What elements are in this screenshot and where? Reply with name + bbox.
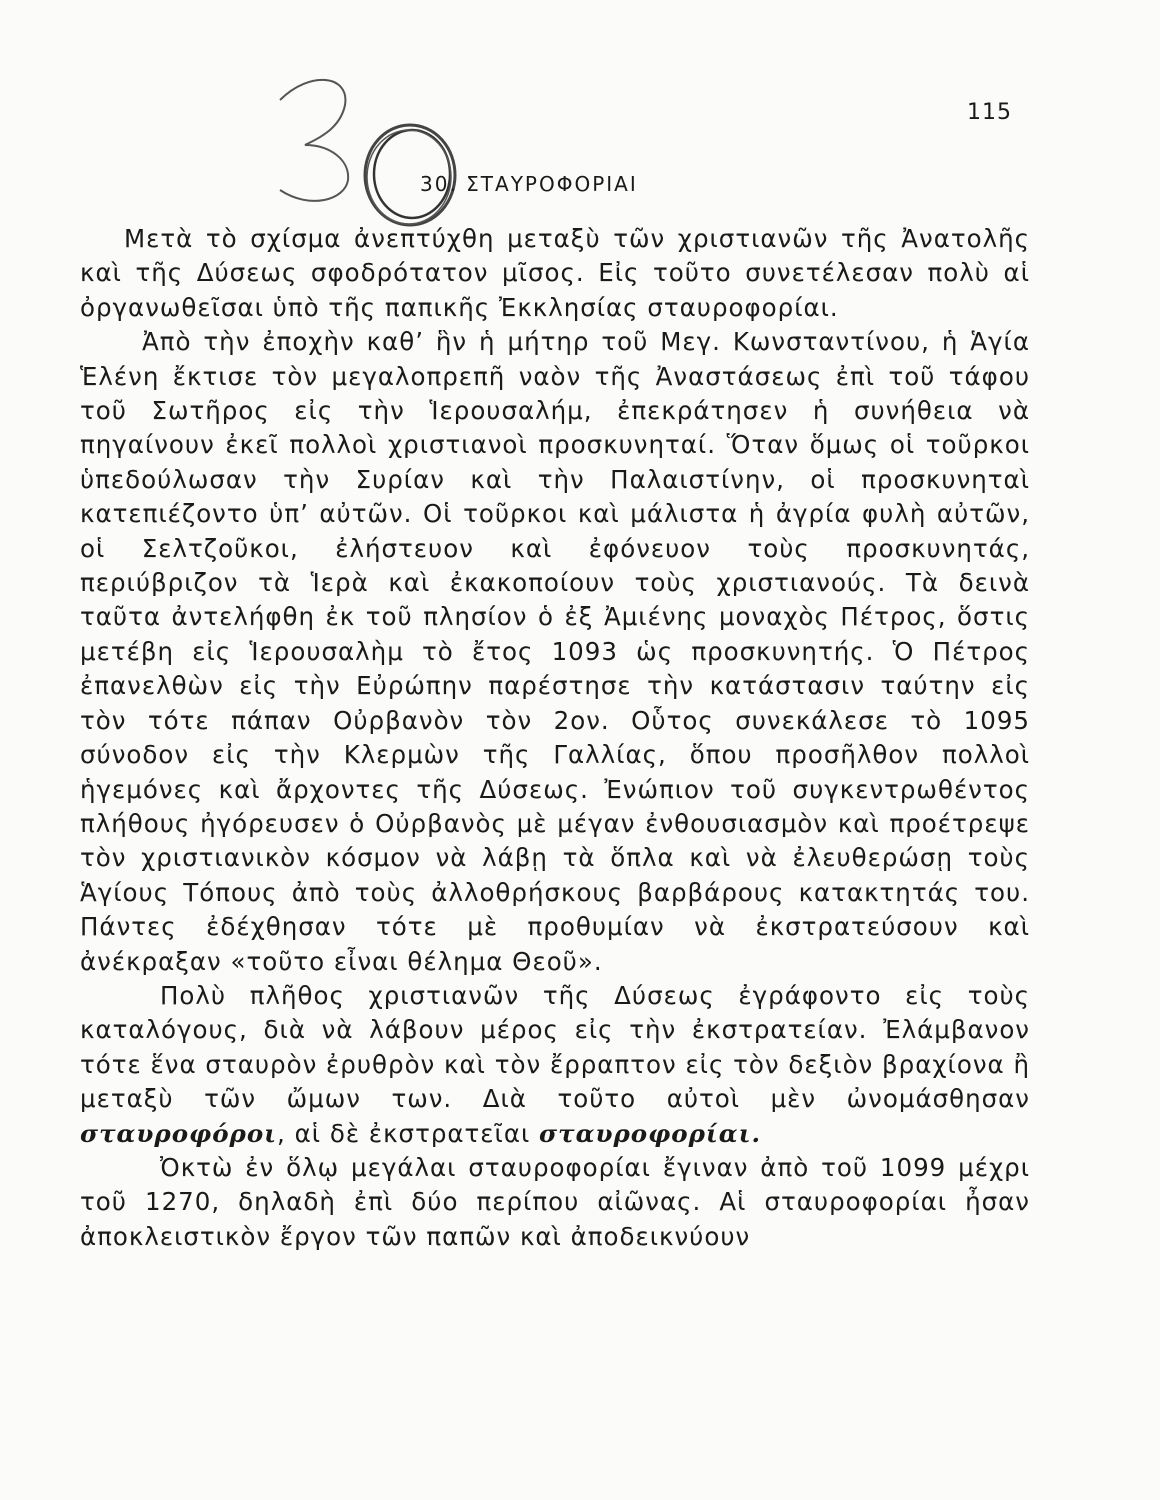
chapter-heading [420, 172, 638, 196]
paragraph-3-middle: , αἱ δὲ ἐκστρατεῖαι [277, 1118, 540, 1148]
page-number: 115 [967, 100, 1012, 125]
emphasis-stavrophoroi: σταυροφόροι [80, 1118, 278, 1148]
chapter-title: ΣΤΑΥΡΟΦΟΡΙΑΙ [466, 172, 638, 196]
paragraph-3-text: Πολὺ πλῆθος χριστιανῶν τῆς Δύσεως ἐγράφοντο εἰς τοὺς καταλόγους, διὰ νὰ λάβουν μέρος εἰς τὴν ἐκστρατείαν. Ἐλάμβανον τότε ἕνα σταυρὸν ἐρυθρὸν καὶ τὸν ἔρραπτον εἰς τὸν δεξιὸν βραχίονα ἢ μεταξὺ τῶν ὤμων των. Διὰ τοῦτο αὐτοὶ μὲν ὠνομάσθησαν [80, 980, 1030, 1114]
body-text [80, 222, 1030, 1254]
emphasis-stavrophoriai: σταυροφορίαι. [539, 1118, 761, 1148]
paragraph-4: Ὀκτὼ ἐν ὅλῳ μεγάλαι σταυροφορίαι ἔγιναν ἀπὸ τοῦ 1099 μέχρι τοῦ 1270, δηλαδὴ ἐπὶ δύο περίπου αἰῶνας. Αἱ σταυροφορίαι ἦσαν ἀποκλειστικὸν ἔργον τῶν παπῶν καὶ ἀποδεικνύουν [80, 1152, 1030, 1251]
paragraph-2: Ἀπὸ τὴν ἐποχὴν καθ’ ἣν ἡ μήτηρ τοῦ Μεγ. Κωνσταντίνου, ἡ Ἁγία Ἑλένη ἔκτισε τὸν μεγαλοπρεπῆ ναὸν τῆς Ἀναστάσεως ἐπὶ τοῦ τάφου τοῦ Σωτῆρος εἰς τὴν Ἱερουσαλήμ, ἐπεκράτησεν ἡ συνήθεια νὰ πηγαίνουν ἐκεῖ πολλοὶ χριστιανοὶ προσκυνηταί. Ὅταν ὅμως οἱ τοῦρκοι ὑπεδούλωσαν τὴν Συρίαν καὶ τὴν Παλαιστίνην, οἱ προσκυνηταὶ κατεπιέζοντο ὑπ’ αὐτῶν. Οἱ τοῦρκοι καὶ μάλιστα ἡ ἀγρία φυλὴ αὐτῶν, οἱ Σελτζοῦκοι, ἐλήστευον καὶ ἐφόνευον τοὺς προσκυνητάς, περιύβριζον τὰ Ἱερὰ καὶ ἐκακοποίουν τοὺς χριστιανούς. Τὰ δεινὰ ταῦτα ἀντελήφθη ἐκ τοῦ πλησίον ὁ ἐξ Ἀμιένης μοναχὸς Πέτρος, ὅστις μετέβη εἰς Ἱερουσαλὴμ τὸ ἔτος 1093 ὡς προσκυνητής. Ὁ Πέτρος ἐπανελθὼν εἰς τὴν Εὐρώπην παρέστησε τὴν κατάστασιν ταύτην εἰς τὸν τότε πάπαν Οὐρβανὸν τὸν 2ον. Οὗτος συνεκάλεσε τὸ 1095 σύνοδον εἰς τὴν Κλερμὼν τῆς Γαλλίας, ὅπου προσῆλθον πολλοὶ ἡγεμόνες καὶ ἄρχοντες τῆς Δύσεως. Ἐνώπιον τοῦ συγκεντρωθέντος πλήθους ἠγόρευσεν ὁ Οὐρβανὸς μὲ μέγαν ἐνθουσιασμὸν καὶ προέτρεψε τὸν χριστιανικὸν κόσμον νὰ λάβῃ τὰ ὅπλα καὶ νὰ ἐλευθερώσῃ τοὺς Ἁγίους Τόπους ἀπὸ τοὺς ἀλλοθρήσκους βαρβάρους κατακτητάς του. Πάντες ἐδέχθησαν τότε μὲ προθυμίαν νὰ ἐκστρατεύσουν καὶ ἀνέκραξαν «τοῦτο εἶναι θέλημα Θεοῦ». [80, 327, 1030, 976]
paragraph-1: Μετὰ τὸ σχίσμα ἀνεπτύχθη μεταξὺ τῶν χριστιανῶν τῆς Ἀνατολῆς καὶ τῆς Δύσεως σφοδρότατον μῖσος. Εἰς τοῦτο συνετέλεσαν πολὺ αἱ ὀργανωθεῖσαι ὑπὸ τῆς παπικῆς Ἐκκλησίας σταυροφορίαι. [80, 224, 1030, 322]
chapter-number: 30. [420, 172, 458, 196]
paragraph-3 [80, 979, 1030, 1151]
